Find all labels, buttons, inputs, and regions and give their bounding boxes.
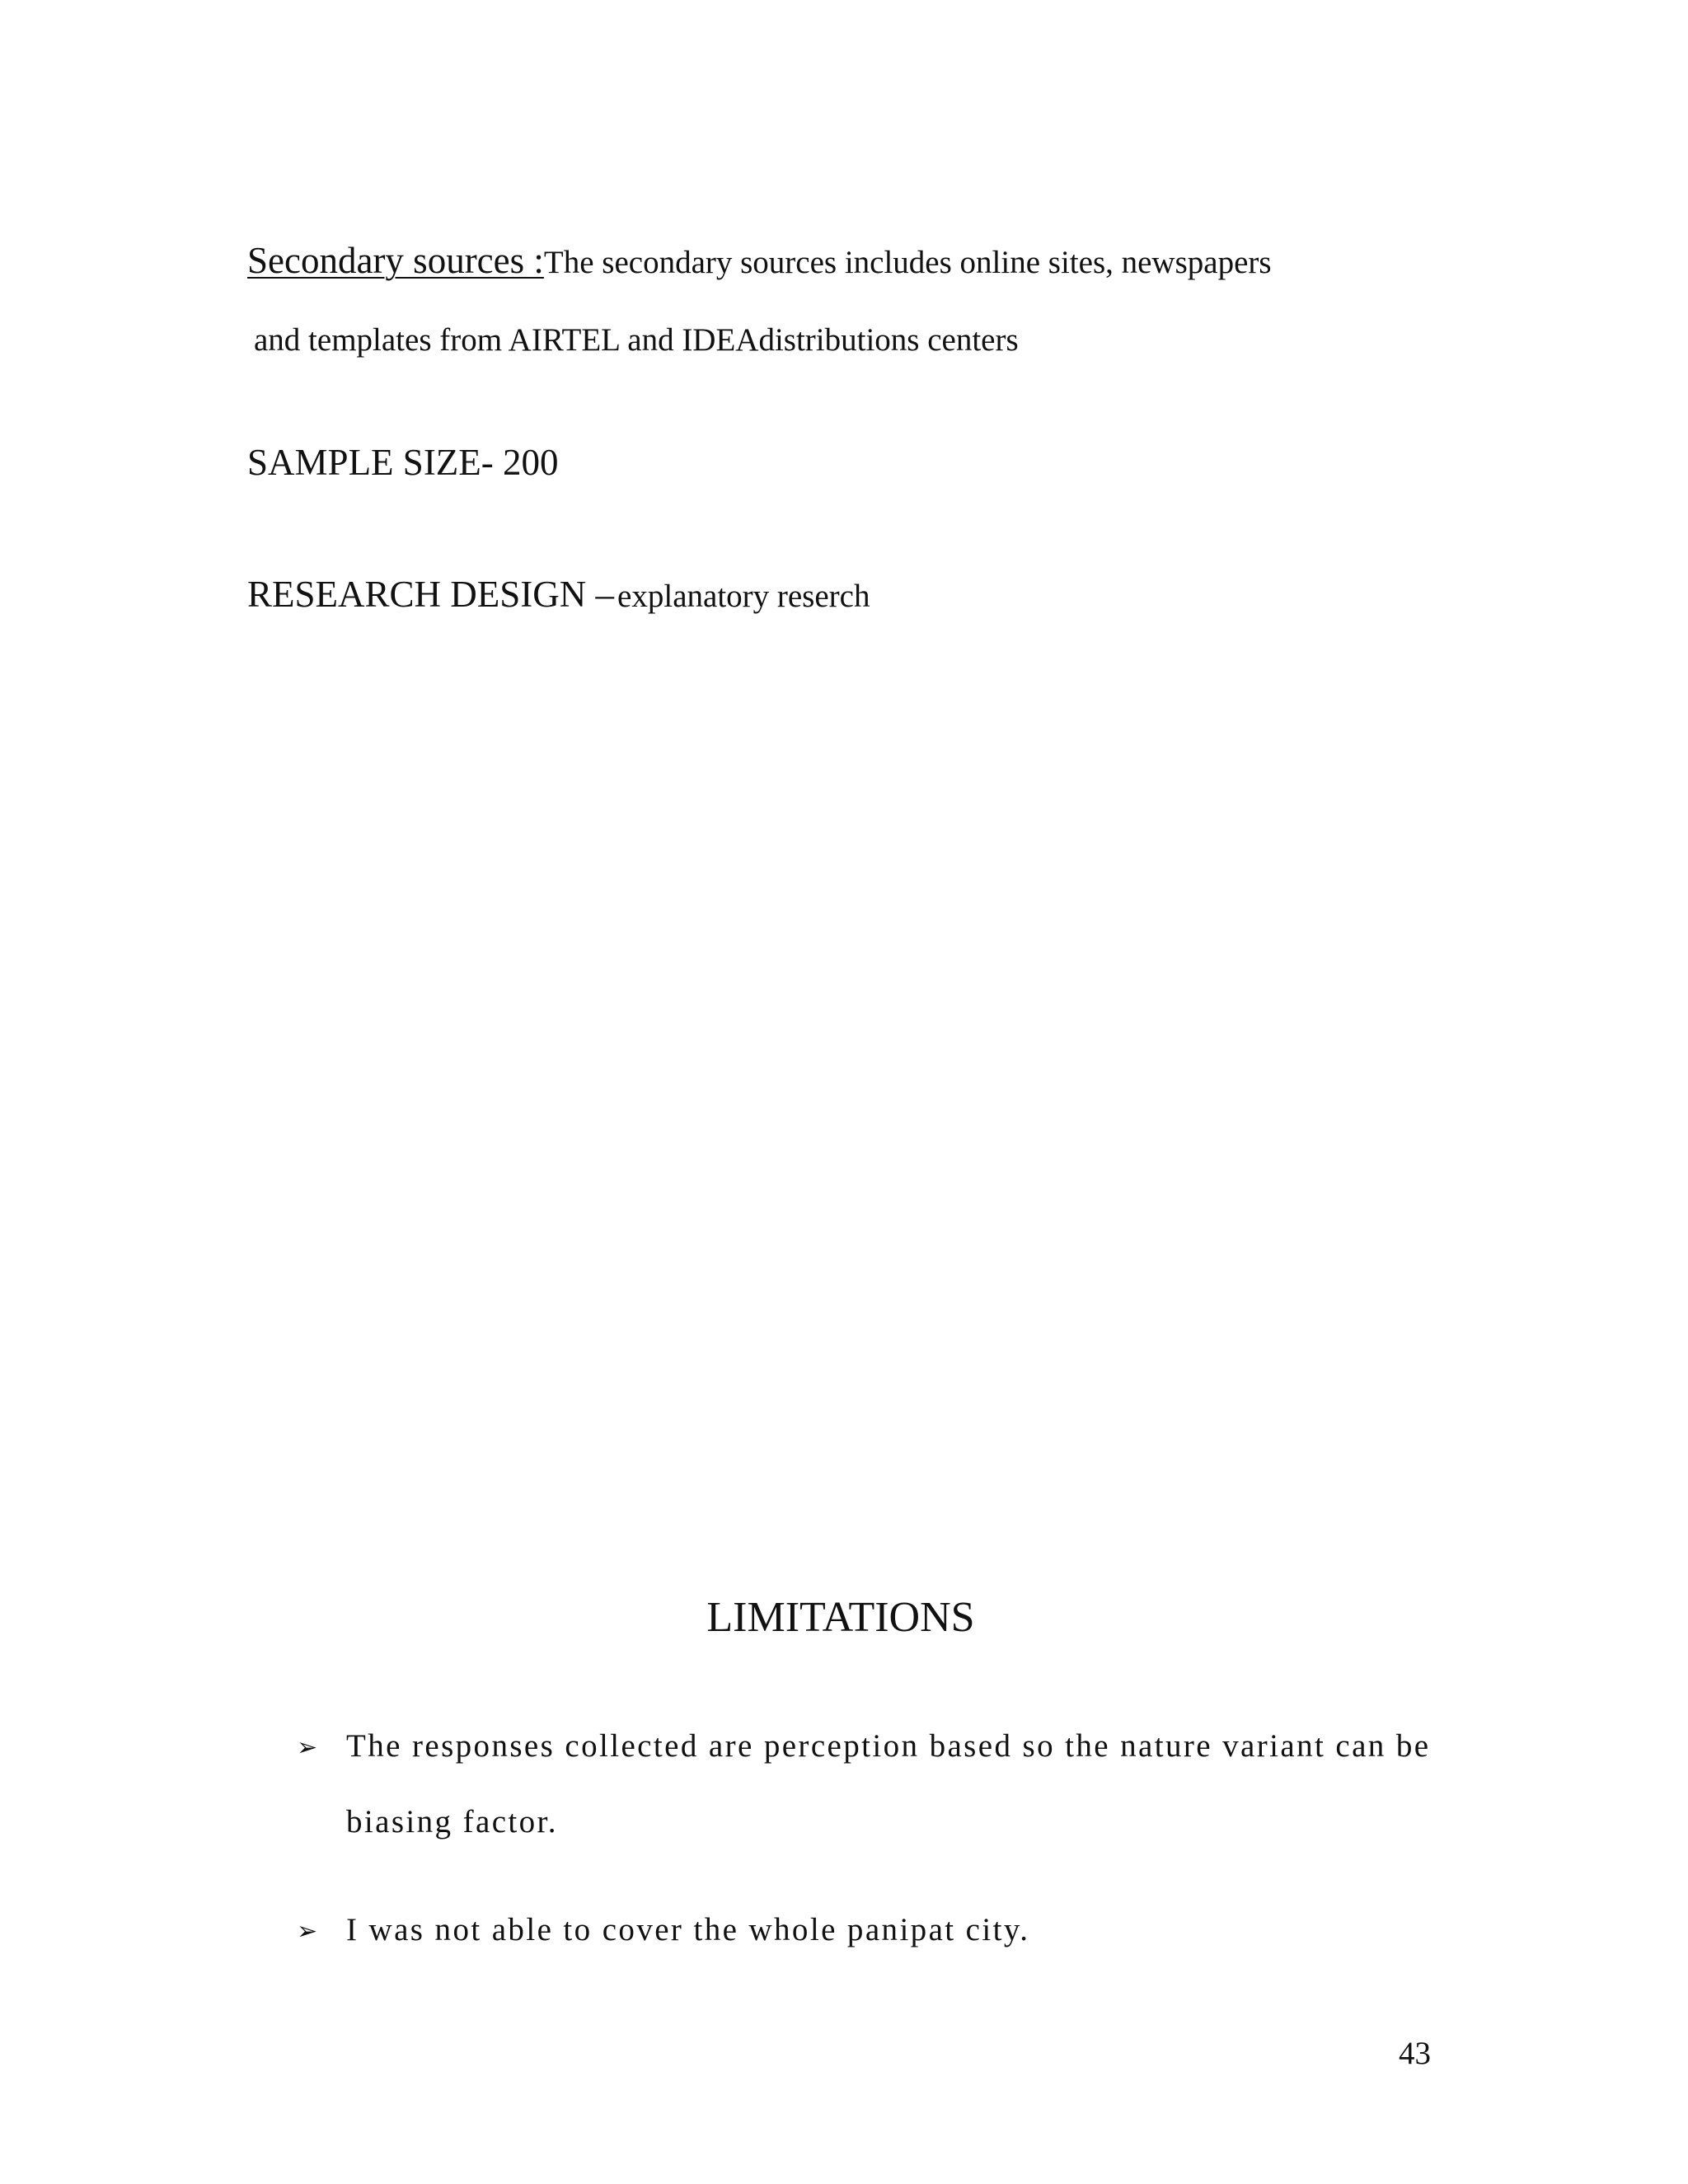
limitation-item-1-line2: biasing factor. bbox=[346, 1804, 558, 1840]
research-design-line bbox=[247, 573, 870, 616]
secondary-sources-paragraph bbox=[247, 239, 1272, 282]
secondary-sources-label: Secondary sources : bbox=[247, 240, 544, 281]
page-number: 43 bbox=[1399, 2036, 1431, 2071]
limitations-heading: LIMITATIONS bbox=[706, 1594, 975, 1641]
arrow-bullet-icon: ➢ bbox=[297, 1918, 318, 1945]
arrow-bullet-icon: ➢ bbox=[297, 1734, 318, 1761]
limitation-item-2: I was not able to cover the whole panipat city. bbox=[346, 1912, 1030, 1947]
sample-size-heading: SAMPLE SIZE- 200 bbox=[247, 442, 559, 483]
research-design-value: explanatory reserch bbox=[617, 579, 870, 614]
secondary-sources-text-line2: and templates from AIRTEL and IDEAdistributions centers bbox=[254, 322, 1019, 358]
research-design-label: RESEARCH DESIGN – bbox=[247, 574, 615, 615]
limitation-item-1-line1: The responses collected are perception based so the nature variant can be bbox=[346, 1728, 1431, 1764]
secondary-sources-text-line1: The secondary sources includes online sites, newspapers bbox=[543, 245, 1272, 280]
